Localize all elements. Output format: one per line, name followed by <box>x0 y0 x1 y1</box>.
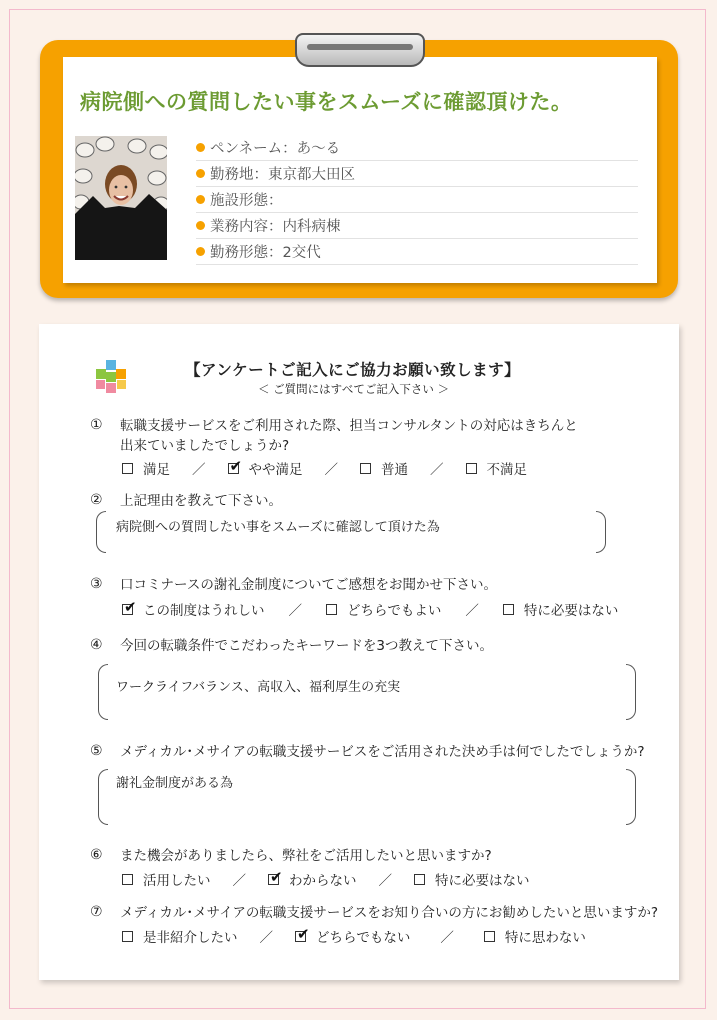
profile-value: あ〜る <box>296 141 341 157</box>
profile-row-shift <box>196 239 638 265</box>
question-5-text: メディカル･メサイアの転職支援サービスをご活用された決め手は何でしたでしょうか? <box>120 744 645 760</box>
option-label: 活用したい <box>143 873 211 889</box>
checkbox[interactable] <box>503 604 514 615</box>
survey-title: 【アンケートご記入にご協力お願い致します】 <box>185 361 521 379</box>
bullet-icon <box>196 221 205 230</box>
option-unnecessary[interactable] <box>414 869 530 889</box>
profile-row-penname <box>196 135 638 161</box>
bullet-icon <box>196 195 205 204</box>
question-7-options <box>122 926 586 946</box>
separator: ／ <box>465 603 479 619</box>
option-label: どちらでもない <box>316 930 411 946</box>
question-3-options <box>122 599 618 619</box>
checkbox-checked[interactable] <box>228 463 239 474</box>
answer-bracket-left <box>98 769 108 825</box>
profile-label: 施設形態 ： <box>210 189 283 210</box>
separator: ／ <box>232 873 246 889</box>
bullet-icon <box>196 143 205 152</box>
answer-bracket-right <box>596 511 606 553</box>
option-label: どちらでもよい <box>347 603 442 619</box>
profile-label: 勤務形態 ： <box>210 241 283 262</box>
answer-bracket-right <box>626 769 636 825</box>
question-number: ② <box>90 492 103 508</box>
separator: ／ <box>259 930 273 946</box>
option-glad[interactable] <box>122 599 265 619</box>
checkbox[interactable] <box>414 874 425 885</box>
option-label: 特に思わない <box>504 930 586 946</box>
option-satisfied[interactable] <box>122 458 170 478</box>
option-neutral[interactable] <box>360 458 408 478</box>
question-1-options <box>122 458 527 478</box>
option-label: 普通 <box>381 462 408 478</box>
checkbox[interactable] <box>122 874 133 885</box>
question-4-answer: ワークライフバランス、高収入、福利厚生の充実 <box>116 680 401 695</box>
option-either[interactable] <box>326 599 441 619</box>
reviewer-photo-image <box>75 136 167 260</box>
question-number: ⑤ <box>90 743 103 759</box>
question-1-text-line2: 出来ていましたでしょうか? <box>120 438 290 454</box>
option-label: 不満足 <box>486 462 527 478</box>
question-number: ⑥ <box>90 847 103 863</box>
clipboard-clip-icon <box>295 33 425 67</box>
bullet-icon <box>196 169 205 178</box>
profile-row-facility <box>196 187 638 213</box>
option-use-again[interactable] <box>122 869 211 889</box>
checkbox[interactable] <box>122 463 133 474</box>
option-label: やや満足 <box>248 462 303 478</box>
question-3-text: 口コミナースの謝礼金制度についてご感想をお聞かせ下さい。 <box>120 577 498 593</box>
checkbox[interactable] <box>466 463 477 474</box>
option-dissatisfied[interactable] <box>466 458 528 478</box>
option-neither[interactable] <box>295 926 410 946</box>
profile-label: 勤務地 ： <box>210 163 268 184</box>
option-recommend[interactable] <box>122 926 238 946</box>
profile-label: ペンネーム ： <box>210 137 297 158</box>
question-5-answer: 謝礼金制度がある為 <box>116 776 234 791</box>
separator: ／ <box>378 873 392 889</box>
option-unnecessary[interactable] <box>503 599 619 619</box>
option-unsure[interactable] <box>268 869 357 889</box>
question-number: ① <box>90 417 103 433</box>
bullet-icon <box>196 247 205 256</box>
question-number: ④ <box>90 637 103 653</box>
option-label: 特に必要はない <box>523 603 619 619</box>
checkbox[interactable] <box>122 931 133 942</box>
option-label: この制度はうれしい <box>143 603 265 619</box>
reviewer-photo <box>75 136 167 260</box>
option-label: 特に必要はない <box>435 873 530 889</box>
question-1-text-line1: 転職支援サービスをご利用された際、担当コンサルタントの対応はきちんと <box>120 418 578 434</box>
profile-value: 内科病棟 <box>282 219 341 235</box>
checkbox[interactable] <box>326 604 337 615</box>
separator: ／ <box>440 930 454 946</box>
question-number: ③ <box>90 576 103 592</box>
profile-value: 2交代 <box>282 245 321 261</box>
question-6-text: また機会がありましたら、弊社をご活用したいと思いますか? <box>120 848 492 864</box>
question-7-text: メディカル･メサイアの転職支援サービスをお知り合いの方にお勧めしたいと思いますか? <box>120 905 658 921</box>
checkbox-checked[interactable] <box>295 931 306 942</box>
option-not-particularly[interactable] <box>484 926 586 946</box>
question-6-options <box>122 869 530 889</box>
separator: ／ <box>192 462 206 478</box>
question-2-answer: 病院側への質問したい事をスムーズに確認して頂けた為 <box>116 520 440 535</box>
checkbox[interactable] <box>484 931 495 942</box>
option-label: わからない <box>289 873 357 889</box>
profile-row-location <box>196 161 638 187</box>
company-logo-icon <box>94 360 130 394</box>
reviewer-profile <box>196 135 638 265</box>
profile-value: 東京都大田区 <box>268 167 355 183</box>
option-label: 満足 <box>143 462 170 478</box>
profile-label: 業務内容 ： <box>210 215 283 236</box>
answer-bracket-left <box>96 511 106 553</box>
testimonial-headline: 病院側への質問したい事をスムーズに確認頂けた。 <box>80 90 573 114</box>
separator: ／ <box>288 603 302 619</box>
separator: ／ <box>430 462 444 478</box>
checkbox[interactable] <box>360 463 371 474</box>
checkbox-checked[interactable] <box>268 874 279 885</box>
question-4-text: 今回の転職条件でこだわったキーワードを3つ教えて下さい。 <box>120 638 493 654</box>
separator: ／ <box>324 462 338 478</box>
answer-bracket-right <box>626 664 636 720</box>
profile-row-duties <box>196 213 638 239</box>
checkbox-checked[interactable] <box>122 604 133 615</box>
question-2-text: 上記理由を教えて下さい。 <box>120 493 282 509</box>
answer-bracket-left <box>98 664 108 720</box>
option-label: 是非紹介したい <box>143 930 238 946</box>
option-somewhat-satisfied[interactable] <box>228 458 303 478</box>
survey-subtitle: ＜ ご質問にはすべてご記入下さい ＞ <box>258 382 450 396</box>
question-number: ⑦ <box>90 904 103 920</box>
